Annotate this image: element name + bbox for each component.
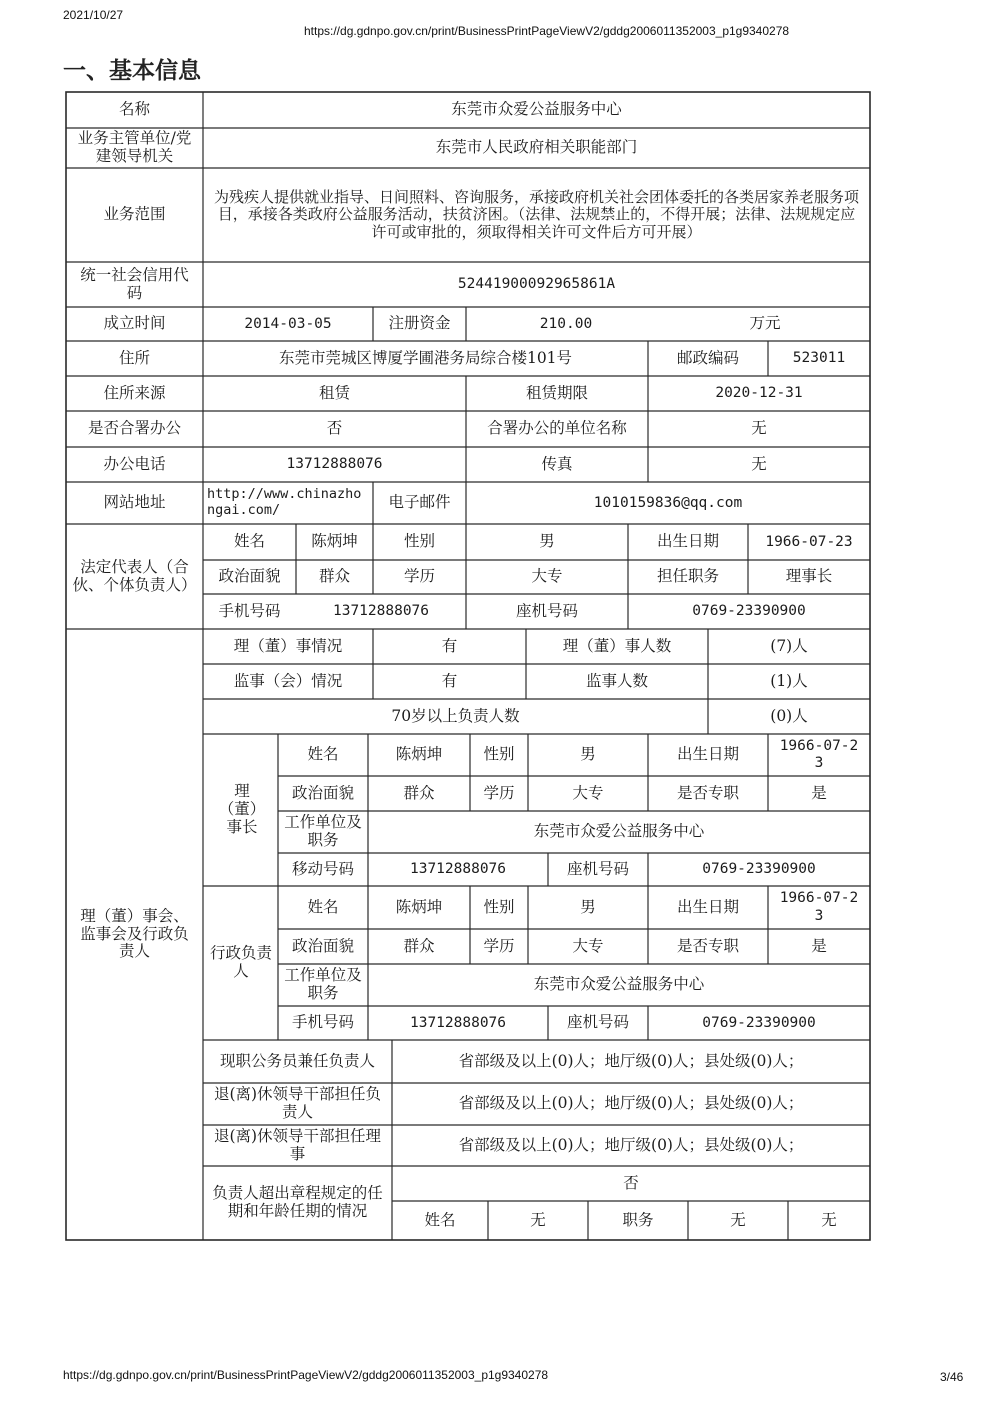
email-label: 电子邮件: [388, 493, 451, 512]
legal-rep-position: 理事长: [785, 567, 833, 586]
legal-rep-name-label: 姓名: [233, 532, 265, 551]
lease-term: 2020-12-31: [715, 385, 803, 402]
credit-code: 52441900092965861A: [457, 276, 616, 293]
founded-label: 成立时间: [103, 314, 166, 333]
council-value: 有: [441, 636, 458, 655]
scope-value: 为残疾人提供就业指导、日间照料、咨询服务，承接政府机关社会团体委托的各类居家养老服务项目，承接各类政府公益服务活动，扶贫济困。（法律、法规禁止的，不得开展；法律、法规规定应许可或审批的，须取得相关许可文件后方可开展）: [213, 188, 859, 241]
retired-council-value: 省部级及以上(0)人；地厅级(0)人；县处级(0)人；: [458, 1135, 804, 1154]
chairman-landline-label: 座机号码: [566, 859, 629, 878]
chairman-birth: 1966-07-23: [779, 737, 859, 771]
legal-rep-position-label: 担任职务: [656, 567, 719, 586]
council-count: (7)人: [770, 636, 808, 655]
legal-rep-gender-label: 性别: [403, 532, 435, 551]
admin-head-landline: 0769-23390900: [702, 1014, 816, 1031]
admin-head-employer: 东莞市众爱公益服务中心: [533, 975, 705, 994]
legal-rep-landline-label: 座机号码: [515, 601, 578, 620]
chairman-gender-label: 性别: [483, 745, 515, 764]
admin-head-fulltime-label: 是否专职: [676, 936, 739, 955]
capital-label: 注册资金: [388, 314, 451, 333]
shared-office-unit-label: 合署办公的单位名称: [487, 419, 627, 438]
supervisor-label: 业务主管单位/党建领导机关: [77, 129, 192, 165]
scope-label: 业务范围: [103, 205, 166, 224]
chairman-gender: 男: [580, 745, 596, 764]
civil-servant-label: 现职公务员兼任负责人: [219, 1051, 375, 1070]
admin-head-landline-label: 座机号码: [566, 1013, 629, 1032]
admin-head-gender-label: 性别: [483, 897, 515, 916]
chairman-education: 大专: [572, 783, 604, 802]
postcode-label: 邮政编码: [676, 348, 739, 367]
chairman-fulltime: 是: [811, 783, 827, 802]
chairman-birth-label: 出生日期: [676, 745, 739, 764]
fax-value: 无: [751, 454, 767, 473]
legal-rep-mobile-label: 手机号码: [218, 601, 281, 620]
shared-office: 否: [326, 419, 343, 438]
legal-rep-education-label: 学历: [403, 567, 435, 586]
supervisory-value: 有: [441, 671, 458, 690]
chairman-education-label: 学历: [483, 783, 515, 802]
admin-head-education-label: 学历: [483, 936, 515, 955]
admin-head-employer-label: 工作单位及职务: [284, 966, 362, 1002]
founded-date: 2014-03-05: [244, 315, 332, 332]
page-number: 3/46: [940, 1370, 964, 1384]
over70-count: (0)人: [770, 706, 808, 725]
legal-rep-politics: 群众: [318, 567, 350, 586]
overterm-value: 否: [623, 1173, 639, 1192]
admin-head-mobile: 13712888076: [409, 1014, 507, 1031]
admin-head-politics: 群众: [403, 936, 435, 955]
chairman-name-label: 姓名: [307, 745, 339, 764]
capital-value: 210.00: [539, 315, 593, 332]
admin-head-politics-label: 政治面貌: [291, 936, 354, 955]
chairman-name: 陈炳坤: [395, 745, 443, 764]
overterm-extra: 无: [821, 1210, 837, 1229]
over70-label: 70岁以上负责人数: [391, 706, 520, 725]
print-date: 2021/10/27: [63, 8, 124, 22]
legal-rep-section-label: 法定代表人（合伙、个体负责人）: [72, 557, 197, 594]
admin-head-fulltime: 是: [811, 936, 827, 955]
chairman-politics-label: 政治面貌: [291, 783, 354, 802]
legal-rep-name: 陈炳坤: [311, 532, 358, 551]
council-count-label: 理（董）事人数: [562, 636, 672, 655]
supervisory-label: 监事（会）情况: [233, 671, 343, 690]
address-value: 东莞市莞城区博厦学圃港务局综合楼101号: [278, 348, 573, 367]
email-value[interactable]: 1010159836@qq.com: [593, 494, 743, 511]
admin-head-name-label: 姓名: [307, 897, 339, 916]
credit-code-label: 统一社会信用代码: [80, 265, 189, 302]
capital-unit: 万元: [749, 314, 781, 333]
overterm-position-label: 职务: [622, 1210, 654, 1229]
board-section-label: 理（董）事会、监事会及行政负责人: [80, 906, 189, 961]
retired-head-value: 省部级及以上(0)人；地厅级(0)人；县处级(0)人；: [458, 1094, 804, 1113]
retired-head-label: 退(离)休领导干部担任负责人: [213, 1085, 382, 1121]
chairman-employer: 东莞市众爱公益服务中心: [533, 822, 705, 841]
overterm-name: 无: [530, 1210, 546, 1229]
admin-head-birth-label: 出生日期: [676, 897, 739, 916]
admin-head-education: 大专: [572, 936, 604, 955]
print-url[interactable]: https://dg.gdnpo.gov.cn/print/BusinessPrintPageViewV2/gddg2006011352003_p1g9340278: [304, 24, 790, 38]
shared-office-unit: 无: [751, 419, 767, 438]
council-label: 理（董）事情况: [233, 636, 343, 655]
legal-rep-birth-label: 出生日期: [656, 532, 719, 551]
supervisor-count-label: 监事人数: [585, 671, 648, 690]
chairman-role-label: 理（董）事长: [218, 782, 266, 836]
legal-rep-politics-label: 政治面貌: [218, 567, 281, 586]
chairman-fulltime-label: 是否专职: [676, 783, 739, 802]
supervisor-count: (1)人: [770, 671, 808, 690]
legal-rep-gender: 男: [539, 532, 555, 551]
address-label: 住所: [118, 348, 150, 367]
overterm-name-label: 姓名: [424, 1210, 456, 1229]
phone-value: 13712888076: [286, 456, 383, 473]
supervisor-value: 东莞市人民政府相关职能部门: [435, 138, 638, 157]
lease-term-label: 租赁期限: [525, 383, 588, 402]
name-label: 名称: [118, 100, 150, 119]
admin-head-mobile-label: 手机号码: [291, 1013, 354, 1032]
chairman-mobile-label: 移动号码: [291, 859, 354, 878]
legal-rep-mobile: 13712888076: [332, 603, 430, 620]
overterm-position: 无: [730, 1210, 746, 1229]
overterm-label: 负责人超出章程规定的任期和年龄任期的情况: [212, 1184, 383, 1220]
postcode-value: 523011: [792, 350, 846, 367]
phone-label: 办公电话: [103, 454, 166, 473]
fax-label: 传真: [541, 454, 573, 473]
shared-office-label: 是否合署办公: [87, 419, 181, 438]
admin-head-role-label: 行政负责人: [210, 944, 272, 980]
org-name: 东莞市众爱公益服务中心: [451, 100, 622, 119]
chairman-employer-label: 工作单位及职务: [284, 813, 362, 849]
civil-servant-value: 省部级及以上(0)人；地厅级(0)人；县处级(0)人；: [458, 1051, 804, 1070]
section-title: 一、基本信息: [63, 58, 201, 84]
website-label: 网站地址: [103, 493, 166, 512]
admin-head-gender: 男: [580, 897, 596, 916]
retired-council-label: 退(离)休领导干部担任理事: [213, 1126, 382, 1163]
legal-rep-birth: 1966-07-23: [765, 533, 853, 550]
chairman-mobile: 13712888076: [409, 861, 507, 878]
footer-url[interactable]: https://dg.gdnpo.gov.cn/print/BusinessPrintPageViewV2/gddg2006011352003_p1g9340278: [63, 1368, 549, 1382]
legal-rep-landline: 0769-23390900: [692, 603, 806, 620]
chairman-landline: 0769-23390900: [702, 861, 816, 878]
chairman-politics: 群众: [403, 783, 435, 802]
legal-rep-education: 大专: [531, 567, 563, 586]
address-source: 租赁: [318, 383, 350, 402]
address-source-label: 住所来源: [103, 383, 166, 402]
admin-head-name: 陈炳坤: [395, 897, 443, 916]
website-value[interactable]: http://www.chinazhongai.com/: [207, 486, 362, 518]
admin-head-birth: 1966-07-23: [779, 890, 859, 924]
